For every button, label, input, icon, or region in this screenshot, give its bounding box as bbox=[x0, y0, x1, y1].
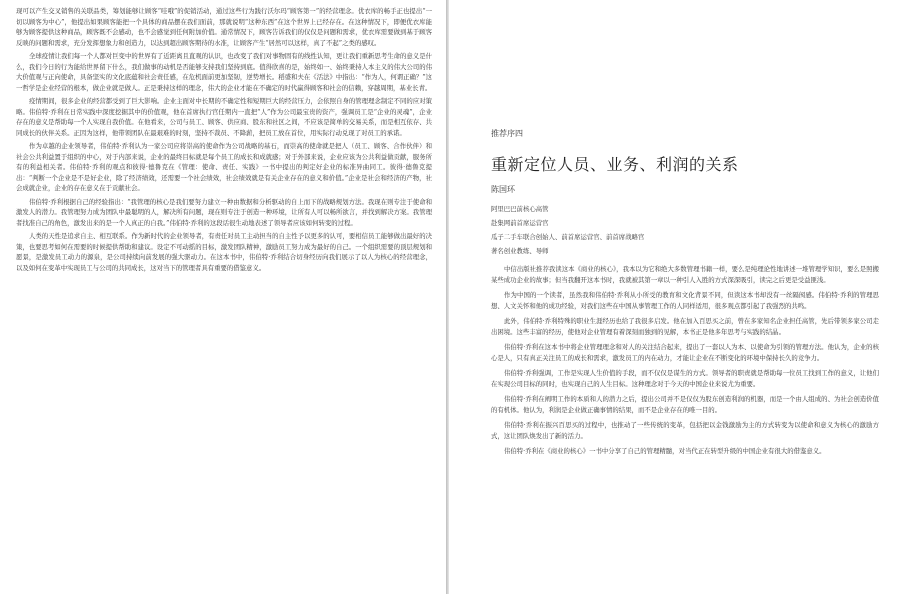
left-paragraph: 现可以产生交叉销售的关联品类，筹划能够让顾客“哇哦”的促销活动，通过这些行为践行沃尔玛“顾客第一”的经营理念。优衣库的畅手正也提出“一切以顾客为中心”，他提出如果顾客能把一个具体的商品摆在我们面前，那就说明“这种东西”在这个世界上已经存在。在这种情况下，即便优衣库能够为顾客提供这种商品，顾客既不会感动，也不会感觉到任何附加价值。通常情况下，顾客告诉我们的仅仅是问题和需求，优衣库需要做到基于顾客反映的问题和需求，充分发挥想象力和创造力，以达到超出顾客期待的水准，让顾客产生“居然可以这样，真了不起”之类的感叹。 bbox=[16, 7, 432, 47]
left-paragraph: 人类的天性是追求自主、相互联系。作为新时代的企业领导者，有责任对员工主动担当的自主性予以更多的认可，要相信员工能够做出最好的决策，也要思考如何在需要的时候提供帮助和建议。设定不可动摇的目标，激发团队精神，激励员工努力成为最好的自己。一个组织需要的顶层规划和愿景，是激发员工动力的源泉，是公司持续向前发展的强大驱动力。在这本书中，伟伯特·乔利结合切身经历向我们展示了以人为核心的经营理念，以及如何在变革中实现员工与公司的共同成长，这对当下的管理者具有重要的借鉴意义。 bbox=[16, 232, 432, 272]
author-credential: 阿里巴巴前核心高管 bbox=[491, 205, 549, 213]
right-page bbox=[449, 0, 899, 594]
author-credential: 著名创业教练、导师 bbox=[491, 247, 549, 255]
left-paragraph: 作为卓越的企业领导者，伟伯特·乔利认为一家公司应将崇高的使命作为公司战略的基石，而崇高的使命就是把人（员工、顾客、合作伙伴）和社会公共利益置于组织的中心，对于内部来说，企业的最终目标就是每个员工的成长和成就感；对于外部来说，企业应该为公共利益做贡献，服务所有的利益相关者。伟伯特·乔利的观点和彼得·德鲁克在《管理：使命、责任、实践》一书中提出的判定好企业的标准异曲同工。彼得·德鲁克提出：“判断一个企业是不是好企业，除了经济绩效，还需要一个社会绩效，社会绩效就是有关企业存在的意义和价值。”企业是社会和经济的产物，社会成就企业，企业的存在意义在于贡献社会。 bbox=[16, 142, 432, 192]
right-paragraph: 此外，伟伯特·乔利特殊的职业生涯经历也给了我很多启发。他在加入百思买之前，曾在多家知名企业担任高管，先后带领多家公司走出困境。这些丰富的经历，使他对企业管理有着深刻而独到的见解，本书正是他多年思考与实践的结晶。 bbox=[491, 317, 879, 336]
right-paragraph: 伟伯特·乔利强调，工作是实现人生价值的手段，而不仅仅是谋生的方式。领导者的职责就是帮助每一位员工找到工作的意义，让他们在实现公司目标的同时，也实现自己的人生目标。这种理念对于今天的中国企业来说尤为重要。 bbox=[491, 369, 879, 388]
left-paragraph: 疫情期间，很多企业的经营都受到了巨大影响。企业主面对中长期的不确定性和短期巨大的经营压力，会依照自身的管理理念制定不同的应对策略。伟伯特·乔利在日常实践中深度挖掘其中的价值观，他在首席执行官任期内一直把“人”作为公司最宝贵的资产，强调员工是“企业的灵魂”，企业存在的意义是帮助每一个人实现自我价值。在他看来，公司与员工、顾客、供应商、股东和社区之间，不应该是简单的交易关系，而是相互依存、共同成长的伙伴关系。正因为这样，他带领团队在最艰难的时刻，坚持不裁员、不降薪，把员工放在首位，用实际行动兑现了对员工的承诺。 bbox=[16, 97, 432, 137]
author-credential: 赴集网前首席运营官 bbox=[491, 219, 549, 227]
right-paragraph: 伟伯特·乔利在《商业的核心》一书中分享了自己的管理精髓，对当代正在转型升级的中国企业有很大的借鉴意义。 bbox=[504, 447, 826, 455]
right-paragraph: 伟伯特·乔利在阐明工作的本质和人的潜力之后，提出公司并不是仅仅为股东创造利润的机器，而是一个由人组成的、为社会创造价值的有机体。他认为，利润是企业做正确事情的结果，而不是企业存在的唯一目的。 bbox=[491, 395, 879, 414]
right-page-body bbox=[491, 264, 879, 462]
chapter-title: 重新定位人员、业务、利润的关系 bbox=[491, 155, 739, 174]
left-page bbox=[0, 0, 446, 594]
right-paragraph: 伟伯特·乔利在振兴百思买的过程中，也推动了一些传统的变革，包括把以金钱激励为主的方式转变为以使命和意义为核心的激励方式，这让团队焕发出了新的活力。 bbox=[491, 421, 879, 440]
right-paragraph: 作为中国的一个读者，虽然我和伟伯特·乔利从小所受的教育和文化背景不同，但读这本书却没有一丝隔阂感。伟伯特·乔利的管理思想、人文关怀和他的成功经验，对我们这些在中国从事管理工作的人同样适用，很多观点都引起了我强烈的共鸣。 bbox=[491, 291, 879, 310]
author-name: 陈国环 bbox=[491, 185, 515, 194]
left-paragraph: 伟伯特·乔利根据自己的经验指出：“我管理的核心是我们要努力建立一种由数据和分析驱动的自上而下的战略规划方法。我现在则专注于使命和激发人的潜力。我管理努力成为团队中最聪明的人，解决所有问题，现在则专注于创造一种环境，让所有人可以畅所欲言，并找到解决方案。我管理者找准自己的角色，激发出来的是一个人真正的自我。”伟伯特·乔利的这段话很生动地表述了领导者应该如何转变的过程。 bbox=[16, 197, 432, 227]
right-paragraph: 中信出版社推荐我读这本《商业的核心》，我本以为它和绝大多数管理书籍一样，要么是纯理论性地讲述一堆管理学知识，要么是照搬某些成功企业的故事；但当我翻开这本书时，我就被其第一章以一种引人入胜的方式深深吸引，读完之后更是受益匪浅。 bbox=[491, 265, 879, 284]
author-credential: 瓜子二手车联合创始人、前首席运营官、前首席战略官 bbox=[491, 233, 645, 241]
left-page-body bbox=[16, 6, 432, 276]
left-paragraph: 全球疫情让我们每一个人都对巨变中的世界有了近距离且直观的认识，也改变了我们对事物固有的线性认知，更让我们重新思考生命的意义是什么，我们今日的行为能给世界留下什么，我们做事的动机是否能够支持我们坚持到底。值得欣喜的是，始终如一、始终秉持人本主义的伟大公司的伟大价值观与正向使命，具备坚实的文化底蕴和社会责任感，在危机面前更加坚韧，逆势增长。稻盛和夫在《活法》中指出：“作为人，何谓正确？”这一哲学是企业经营的根本，做企业就是做人。正是秉持这样的理念，伟大的企业才能在不确定的时代赢得顾客和社会的信赖，穿越周期，基业长青。 bbox=[16, 52, 432, 92]
section-label: 推荐序四 bbox=[491, 129, 523, 138]
right-paragraph: 伟伯特·乔利在这本书中将企业管理理念和对人的关注结合起来，提出了一套以人为本、以使命为引领的管理方法。他认为，企业的核心是人，只有真正关注员工的成长和需求，激发员工的内在动力，才能让企业在不断变化的环境中保持长久的竞争力。 bbox=[491, 343, 879, 362]
